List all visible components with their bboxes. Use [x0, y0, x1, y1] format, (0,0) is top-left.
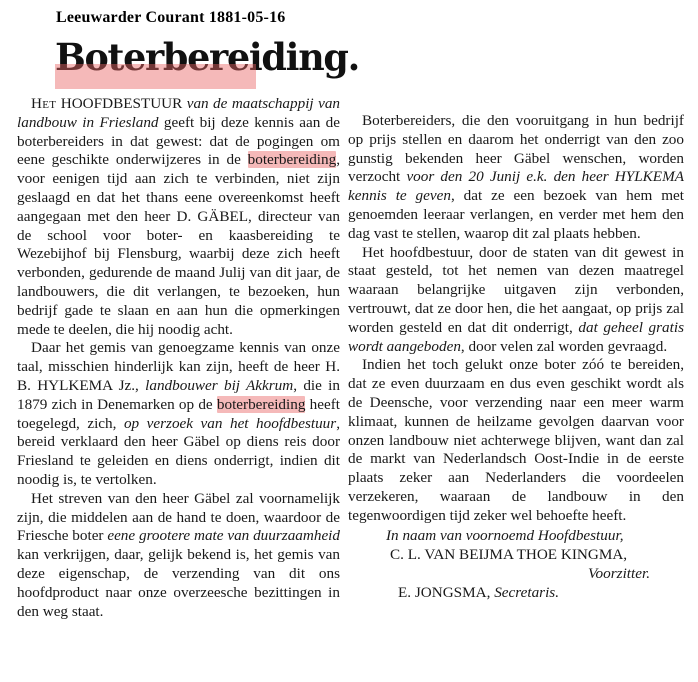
text-span: Het streven van den heer Gäbel zal voornamelijk zijn, die middelen aan de hand te doen, waardoor de Friesche boter: [17, 489, 340, 545]
paragraph-1: [17, 95, 340, 339]
headline-highlight-bar: [55, 64, 256, 89]
text-span: geeft bij deze kennis aan de boterbereiders in dat gewest: dat de pogingen om eene geschikte onderwijzeres in de: [17, 113, 340, 169]
text-span: Het hoofdbestuur, door de staten van dit gewest in staat gesteld, tot het nemen van dezen maatregel waaraan belangrijke uitgaven zijn verbonden, vertrouwt, dat ze door hen, die het aangaat, op prijs zal worden gesteld en dat dit onderrigt,: [348, 243, 684, 336]
signature-block: [348, 526, 684, 602]
text-span: heeft toegelegd, zich,: [17, 395, 341, 432]
text-span: Boterbereiders, die den vooruitgang in hun bedrijf op prijs stellen en daarom het onderrigt van den zoo gunstig bekenden heer Gäbel wenschen, worden verzocht: [348, 112, 684, 186]
headline-highlight: Boterbereiding.: [55, 35, 360, 79]
search-highlight: boterbereiding: [216, 395, 306, 413]
italic-span: voor den 20 Junij e.k. den heer HYLKEMA kennis te geven: [348, 168, 684, 205]
text-span: , die in 1879 zich in Denemarken op de: [17, 376, 340, 413]
chair-name: C. L. VAN BEIJMA THOE KINGMA,: [390, 545, 628, 563]
text-span: Daar het gemis van genoegzame kennis van onze taal, misschien hinderlijk kan zijn, heeft de heer H. B. HYLKEMA Jz.,: [17, 339, 340, 394]
text-span: , bereid verklaard den heer Gäbel op diens reis door Friesland te geleiden en diens onderrigt, indien dit noodig is, te vertolken.: [17, 414, 340, 488]
source-caption: Leeuwarder Courant 1881-05-16: [56, 9, 286, 26]
paragraph-2: [17, 339, 340, 489]
secretary-title: Secretaris.: [494, 583, 560, 601]
text-span: HOOFDBESTUUR: [60, 95, 187, 112]
paragraph-3: [17, 490, 340, 622]
secretary-name: E. JONGSMA,: [398, 583, 491, 601]
signature-intro: In naam van voornoemd Hoofdbestuur,: [386, 526, 624, 544]
lead-word: Het: [31, 95, 57, 112]
paragraph-4: [348, 112, 684, 244]
paragraph-6: Indien het toch gelukt onze boter zóó te bereiden, dat ze even duurzaam en dus even geschikt wordt als de Deensche, voor verzending naar een meer warm klimaat, kunnen de heilzame gevolgen daarvan voor onzen landbouw niet achterwege blijven, want dan zal de markt van Nederlandsch Oost-Indie in de eerste plaats zeker aan Nederlanders die voordeelen verzekeren, waaraan de landbouw in den tegenwoordigen tijd zeker wel behoefte heeft.: [348, 356, 684, 524]
paragraph-5: [348, 244, 684, 357]
text-span: , voor eenigen tijd aan zich te verbinden, niet zijn geslaagd en dat het thans eene overeenkomst heeft aangegaan met den heer D. GÄBEL, directeur van de school voor boter- en kaasbereiding te Wezebijhof bij Flensburg, waarbij deze zich heeft verbonden, gedurende de maand Julij van dit jaar, de landbouwers, die dit verlangen, te bezoeken, hun bedrijf gade te slaan en aan hun die opmerkingen mede te deelen, die hij noodig acht.: [17, 151, 340, 338]
text-span: kan verkrijgen, daar, gelijk bekend is, het gemis van deze eigenschap, de verzending van dit ons hoofdproduct naar onze overzeesche bezittingen in den weg staat.: [17, 546, 340, 620]
text-span: , dat ze een bezoek van hem met genoemden leeraar verlangen, en verder met hem den dag vast te stellen, waarop dit zal plaats hebben.: [348, 187, 685, 242]
italic-span: landbouwer bij Akkrum: [145, 376, 294, 394]
right-column: [348, 112, 684, 602]
italic-span: eene grootere mate van duurzaamheid: [107, 527, 340, 545]
chair-title: Voorzitter.: [587, 564, 650, 582]
italic-span: op verzoek van het hoofdbestuur: [123, 414, 337, 432]
italic-span: dat geheel gratis wordt aangeboden: [348, 318, 684, 355]
left-column: [17, 95, 340, 621]
text-span: , door velen zal worden gevraagd.: [460, 337, 668, 355]
secretary-line: [348, 583, 684, 602]
search-highlight: boterbereiding: [247, 151, 337, 169]
italic-span: van de maatschappij van landbouw in Friesland: [17, 95, 341, 131]
